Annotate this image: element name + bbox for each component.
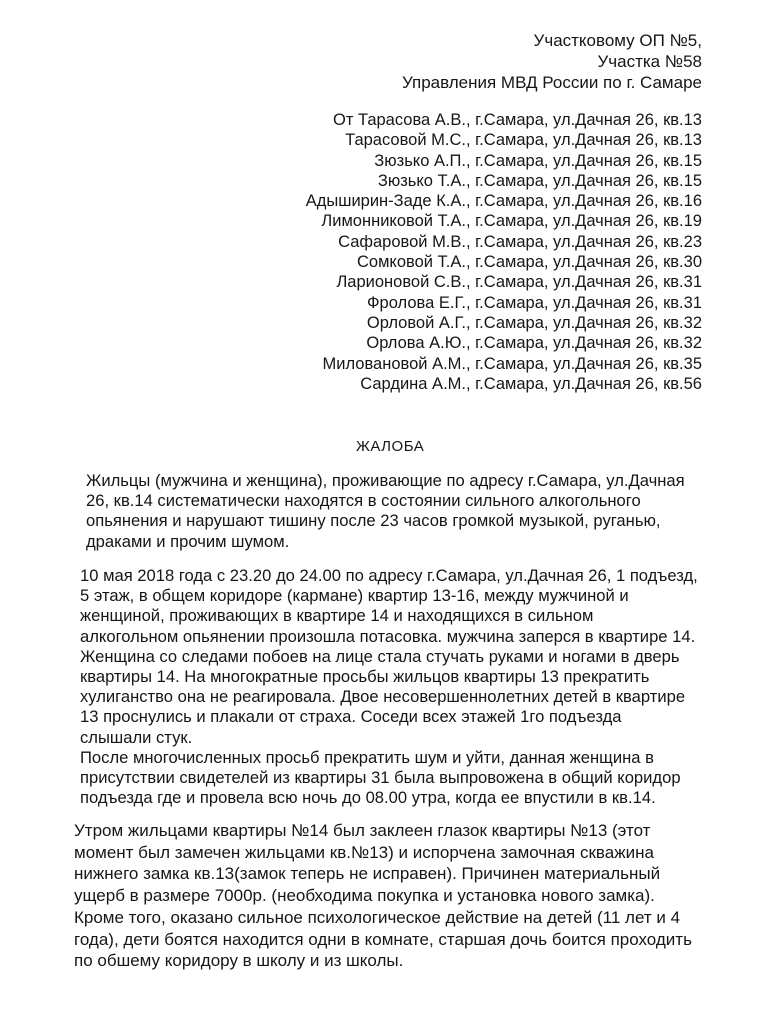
text-line: момент был замечен жильцами кв.№13) и испорчена замочная скважина xyxy=(74,842,654,862)
document-title: ЖАЛОБА xyxy=(356,438,425,455)
text-line: Жильцы (мужчина и женщина), проживающие по адресу г.Самара, ул.Дачная xyxy=(86,471,685,490)
sender-line: Фролова Е.Г., г.Самара, ул.Дачная 26, кв.31 xyxy=(367,293,702,312)
text-line: нижнего замка кв.13(замок теперь не исправен). Причинен материальный xyxy=(74,864,661,884)
text-line: ущерб в размере 7000р. (необходима покупка и установка нового замка). xyxy=(74,886,655,906)
addressee-block xyxy=(402,30,702,93)
text-line: 5 этаж, в общем коридоре (кармане) квартир 13-16, между мужчиной и xyxy=(80,586,629,606)
sender-line: Сафаровой М.В., г.Самара, ул.Дачная 26, кв.23 xyxy=(338,232,702,251)
text-line: слышали стук. xyxy=(80,727,193,747)
text-line: года), дети боятся находится одни в комнате, старшая дочь боится проходить xyxy=(74,929,692,949)
text-line: Утром жильцами квартиры №14 был заклеен глазок квартиры №13 (этот xyxy=(74,821,651,840)
sender-line: Зюзько Т.А., г.Самара, ул.Дачная 26, кв.15 xyxy=(377,171,702,190)
sender-line: Зюзько А.П., г.Самара, ул.Дачная 26, кв.15 xyxy=(374,151,702,170)
paragraph-1 xyxy=(86,471,685,552)
text-line: алкогольном опьянении произошла потасовка. мужчина заперся в квартире 14. xyxy=(80,626,696,646)
addressee-line: Участковому ОП №5, xyxy=(533,31,702,50)
sender-line: Орлова А.Ю., г.Самара, ул.Дачная 26, кв.32 xyxy=(366,334,702,353)
text-line: Кроме того, оказано сильное психологическое действие на детей (11 лет и 4 xyxy=(74,907,681,927)
addressee-line: Участка №58 xyxy=(597,52,702,71)
text-line: квартиры 14. На многократные просьбы жильцов квартиры 13 прекратить xyxy=(80,667,650,687)
text-line: женщиной, проживающих в квартире 14 и находящихся в сильном xyxy=(80,606,594,626)
text-line: драками и прочим шумом. xyxy=(86,531,290,551)
paragraph-2 xyxy=(80,566,698,808)
text-line: 10 мая 2018 года с 23.20 до 24.00 по адресу г.Самара, ул.Дачная 26, 1 подъезд, xyxy=(80,566,698,585)
text-line: присутствии свидетелей из квартиры 31 была выпровожена в общий коридор xyxy=(80,768,681,788)
text-line: опьянения и нарушают тишину после 23 часов громкой музыкой, руганью, xyxy=(86,511,661,531)
text-line: подъезда где и провела всю ночь до 08.00 утра, когда ее впустили в кв.14. xyxy=(80,788,656,808)
text-line: Женщина со следами побоев на лице стала стучать руками и ногами в дверь xyxy=(80,646,680,666)
sender-line: От Тарасова А.В., г.Самара, ул.Дачная 26, кв.13 xyxy=(333,111,702,129)
text-line: 13 проснулись и плакали от страха. Соседи всех этажей 1го подъезда xyxy=(80,707,622,727)
sender-line: Орловой А.Г., г.Самара, ул.Дачная 26, кв.32 xyxy=(366,313,702,332)
sender-line: Ларионовой С.В., г.Самара, ул.Дачная 26, кв.31 xyxy=(336,273,702,292)
sender-line: Тарасовой М.С., г.Самара, ул.Дачная 26, кв.13 xyxy=(345,131,702,150)
paragraph-3 xyxy=(74,820,692,972)
sender-line: Адыширин-Заде К.А., г.Самара, ул.Дачная 26, кв.16 xyxy=(305,192,702,211)
sender-line: Сардина А.М., г.Самара, ул.Дачная 26, кв.56 xyxy=(360,374,702,393)
text-line: по обшему коридору в школу и из школы. xyxy=(74,951,404,971)
text-line: После многочисленных просьб прекратить шум и уйти, данная женщина в xyxy=(80,747,654,767)
sender-line: Сомковой Т.А., г.Самара, ул.Дачная 26, кв.30 xyxy=(356,253,702,272)
sender-line: Лимонниковой Т.А., г.Самара, ул.Дачная 26, кв.19 xyxy=(321,212,702,231)
text-line: 26, кв.14 систематически находятся в состоянии сильного алкогольного xyxy=(86,491,641,511)
sender-line: Миловановой А.М., г.Самара, ул.Дачная 26, кв.35 xyxy=(322,354,702,373)
senders-block xyxy=(306,110,702,394)
text-line: хулиганство она не реагировала. Двое несовершеннолетних детей в квартире xyxy=(80,687,686,707)
addressee-line: Управления МВД России по г. Самаре xyxy=(401,73,702,92)
